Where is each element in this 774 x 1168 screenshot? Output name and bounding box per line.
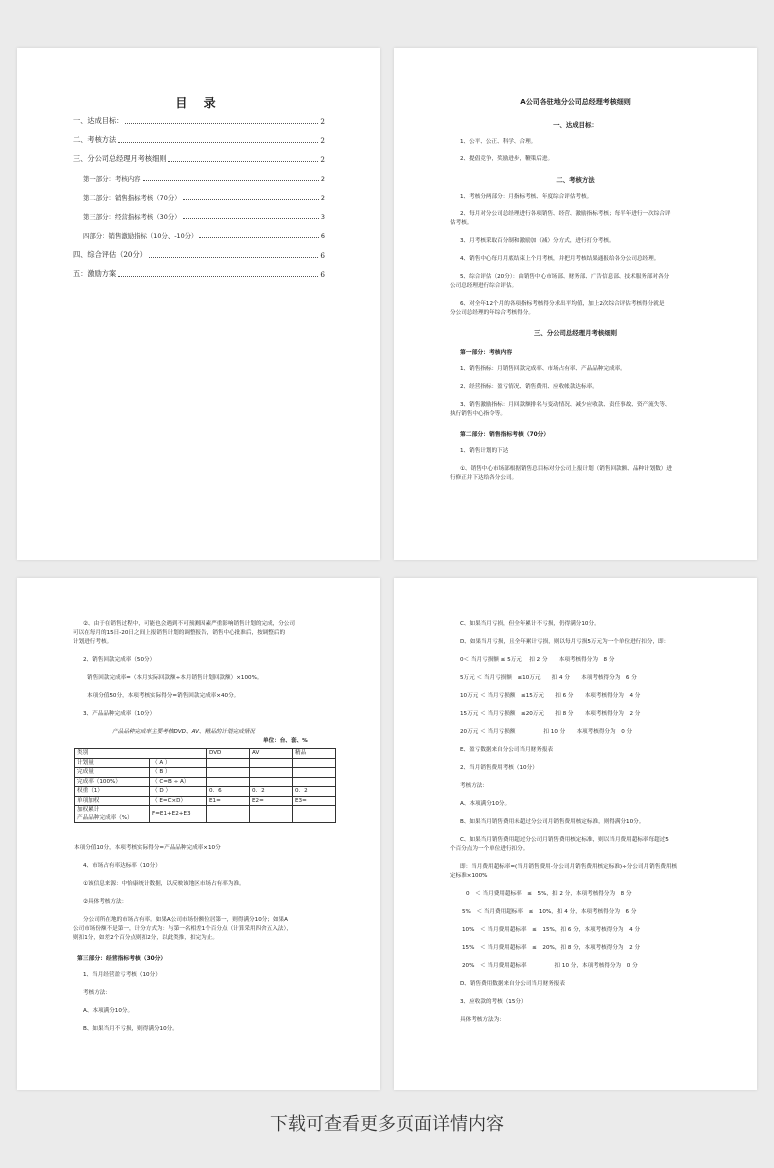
table-cell: （ E=C×D） — [150, 796, 207, 806]
table-cell: E2= — [250, 796, 293, 806]
paragraph: 考核方法： — [83, 990, 111, 996]
toc-leader-dots — [118, 276, 318, 277]
paragraph: 估考核。 — [450, 220, 473, 226]
table-cell: （ D ） — [150, 787, 207, 797]
paragraph: 1、公平、公正、科学、合理。 — [460, 139, 537, 145]
section-heading: 二、考核方法 — [556, 176, 595, 184]
score-row: 5% ＜ 当月费用超标率 ≤ 10%，扣 4 分，本项考核得分为 6 分 — [462, 909, 637, 915]
toc-entry[interactable] — [73, 116, 325, 126]
subsection-heading: 第二部分：销售指标考核（70分） — [460, 432, 550, 438]
toc-entry[interactable] — [83, 174, 325, 183]
formula: 定标准×100% — [450, 873, 488, 879]
table-row — [75, 777, 336, 787]
paragraph: 2、经营指标：盈亏情况、销售费用、应收帐款达标率。 — [460, 384, 598, 390]
download-more-link[interactable]: 下载可查看更多页面详情内容 — [270, 1114, 504, 1135]
section-heading: 一、达成目标： — [553, 121, 598, 129]
table-cell: 加权累计 产品品种完成率（%） — [75, 806, 150, 823]
score-row: 20万元 ＜ 当月亏损额 扣 10 分 本项考核得分为 0 分 — [460, 729, 633, 735]
paragraph: A、本项满分10分。 — [83, 1008, 134, 1014]
paragraph: 行修正并下达给各分公司。 — [450, 475, 518, 481]
table-cell — [250, 806, 293, 823]
paragraph: B、如果当月不亏损，则得满分10分。 — [83, 1026, 178, 1032]
document-page-2 — [394, 48, 757, 560]
subsection-heading: 第三部分：经营指标考核（30分） — [77, 956, 167, 962]
toc-entry[interactable] — [83, 231, 325, 240]
toc-leader-dots — [149, 257, 319, 258]
table-header-cell: DVD — [207, 749, 250, 759]
paragraph: 2、当月销售费用考核（10分） — [460, 765, 538, 771]
table-cell: 权重（1） — [75, 787, 150, 797]
table-cell: （ C=B ÷ A） — [150, 777, 207, 787]
document-page-4 — [394, 578, 757, 1090]
document-page-3 — [17, 578, 380, 1090]
table-unit: 单位：台、套、% — [263, 738, 308, 744]
table-header-cell: 类别 — [75, 749, 207, 759]
toc-entry-label: 一、达成目标： — [73, 116, 124, 125]
table-cell — [207, 758, 250, 768]
paragraph: C、如果当月亏损，但全年累计不亏损，仍得满分10分。 — [460, 621, 600, 627]
paragraph: 个百分点为一个单位进行扣分。 — [450, 846, 529, 852]
toc-entry[interactable] — [83, 193, 325, 202]
table-header-cell: 精品 — [293, 749, 336, 759]
subsection-heading: 第一部分：考核内容 — [460, 350, 513, 356]
paragraph: 3、销售激励指标：月回款额排名与变动情况、减少应收款、责任事故、资产流失等、 — [460, 402, 671, 408]
table-cell: （ B ） — [150, 768, 207, 778]
paragraph: 5、综合评估（20分）：由销售中心市场部、财务部、广告信息部、技术服务部对各分 — [460, 274, 670, 280]
paragraph: 分公司总经理的年综合考核得分。 — [450, 310, 534, 316]
table-cell — [293, 758, 336, 768]
table-cell — [250, 768, 293, 778]
document-title: A公司各驻地分公司总经理考核细则 — [520, 98, 631, 106]
toc-entry-label: 五：激励方案 — [73, 269, 117, 278]
paragraph: 1、销售指标：月销售回款完成率、市场占有率、产品品种完成率。 — [460, 366, 626, 372]
paragraph: B、如果当月销售费用未超过分公司月销售费用核定标准，则得满分10分。 — [460, 819, 645, 825]
toc-leader-dots — [143, 180, 319, 181]
table-cell: 单项加权 — [75, 796, 150, 806]
table-cell — [207, 777, 250, 787]
paragraph: 4、销售中心每月月底结束上个月考核，并把月考核结果通报给各分公司总经理。 — [460, 256, 660, 262]
toc-entry-label: 二、考核方法 — [73, 135, 117, 144]
paragraph: 计划进行考核。 — [73, 639, 113, 645]
paragraph: 具体考核方法为： — [460, 1017, 505, 1023]
toc-entry[interactable] — [83, 212, 325, 221]
toc-entry-page: 2 — [320, 155, 325, 164]
paragraph: 2、销售回款完成率（50分） — [83, 657, 156, 663]
table-cell — [250, 777, 293, 787]
paragraph: ①、销售中心市场部根据销售总目标对分公司上报计划（销售回款额、品种计划数）进 — [460, 466, 672, 472]
paragraph: A、本项满分10分。 — [460, 801, 511, 807]
toc-entry[interactable] — [73, 269, 325, 279]
paragraph: 公司市场份额不是第一，计分方式为：与第一名相差1个百分点（计算采用四舍五入法）， — [73, 926, 292, 932]
toc-leader-dots — [125, 123, 318, 124]
toc-entry[interactable] — [73, 135, 325, 145]
table-caption: 产品品种完成率主要考核DVD、AV、精品的计划完成情况 — [112, 729, 255, 735]
score-row: 5万元 ＜ 当月亏损额 ≤10万元 扣 4 分 本项考核得分为 6 分 — [460, 675, 637, 681]
paragraph: 公司总经理进行综合评估。 — [450, 283, 518, 289]
score-row: 10% ＜ 当月费用超标率 ≤ 15%，扣 6 分，本项考核得分为 4 分 — [462, 927, 641, 933]
table-cell — [250, 758, 293, 768]
paragraph: 2、提倡竞争，奖励进步，鞭策后进。 — [460, 156, 554, 162]
toc-entry-page: 2 — [320, 136, 325, 145]
toc-entry-label: 三、分公司总经理月考核细则 — [73, 154, 167, 163]
score-row: 10万元 ＜ 当月亏损额 ≤15万元 扣 6 分 本项考核得分为 4 分 — [460, 693, 641, 699]
paragraph: ②具体考核方法： — [83, 899, 128, 905]
score-row: 20% ＜ 当月费用超标率 扣 10 分，本项考核得分为 0 分 — [462, 963, 638, 969]
table-cell: E3= — [293, 796, 336, 806]
paragraph: 考核方法： — [460, 783, 488, 789]
paragraph: 6、对全年12个月的各项指标考核得分求出平均值，加上2次综合评估考核得分就是 — [460, 301, 665, 307]
formula: 即：当月费用超标率=(当月销售费用-分公司月销售费用核定标准)÷分公司月销售费用核 — [460, 864, 678, 870]
toc-leader-dots — [183, 218, 319, 219]
paragraph: 分公司所在地的市场占有率。如果A公司市场份额位居第一，则得满分10分；如果A — [83, 917, 288, 923]
paragraph: 则扣1分，如差2个百分点则扣2分，以此类推，扣完为止。 — [73, 935, 218, 941]
table-cell: F=E1+E2+E3 — [150, 806, 207, 823]
paragraph: 1、销售计划的下达 — [460, 448, 509, 454]
toc-entry-page: 2 — [320, 117, 325, 126]
table-header-cell: AV — [250, 749, 293, 759]
table-cell — [293, 768, 336, 778]
toc-page — [17, 48, 380, 560]
paragraph: 执行销售中心指令等。 — [450, 411, 506, 417]
table-cell — [293, 806, 336, 823]
toc-leader-dots — [168, 161, 318, 162]
toc-entry-label: 第二部分：销售指标考核（70分） — [83, 194, 181, 202]
paragraph: D、销售费用数据来自分公司当月财务报表 — [460, 981, 565, 987]
table-cell: 计划量 — [75, 758, 150, 768]
paragraph: 3、月考核采取百分制和激励加（减）分方式，进行打分考核。 — [460, 238, 615, 244]
toc-entry[interactable] — [73, 250, 325, 260]
paragraph: 本项分值50分，本项考核实际得分=销售回款完成率×40分。 — [87, 693, 240, 699]
paragraph: ②、由于在销售过程中，可能也会遇到不可预测因素严重影响销售计划的完成，分公司 — [83, 621, 295, 627]
paragraph: 本项分值10分，本项考核实际得分=产品品种完成率×10分 — [74, 845, 221, 851]
table-cell: 完成量 — [75, 768, 150, 778]
toc-title: 目 录 — [175, 96, 222, 110]
score-row: 0 ＜ 当月费用超标率 ≤ 5%，扣 2 分，本项考核得分为 8 分 — [466, 891, 632, 897]
score-row: 0＜ 当月亏损额 ≤ 5万元 扣 2 分 本项考核得分为 8 分 — [460, 657, 615, 663]
toc-entry[interactable] — [73, 154, 325, 164]
toc-leader-dots — [199, 237, 318, 238]
paragraph: 3、产品品种完成率（10分） — [83, 711, 156, 717]
table-row — [75, 758, 336, 768]
table-cell: E1= — [207, 796, 250, 806]
paragraph: 1、当月经营盈亏考核（10分） — [83, 972, 161, 978]
table-row — [75, 787, 336, 797]
paragraph: D、如果当月亏损，且全年累计亏损，则以每月亏损5万元为一个单位进行扣分，即： — [460, 639, 670, 645]
paragraph: 3、应收款的考核（15分） — [460, 999, 527, 1005]
paragraph: C、如果当月销售费用超过分公司月销售费用核定标准，则以当月费用超标率每超过5 — [460, 837, 669, 843]
score-row: 15万元 ＜ 当月亏损额 ≤20万元 扣 8 分 本项考核得分为 2 分 — [460, 711, 641, 717]
toc-entry-label: 四、综合评估（20分） — [73, 250, 147, 259]
toc-entry-page: 2 — [320, 175, 325, 183]
formula: 销售回款完成率=（本月实际回款额÷本月销售计划回款额）×100%。 — [87, 675, 263, 681]
toc-entry-page: 2 — [320, 194, 325, 202]
toc-entry-page: 3 — [320, 213, 325, 221]
table-cell: 完成率（100%） — [75, 777, 150, 787]
toc-entry-page: 6 — [320, 251, 325, 260]
paragraph: 可以在每月的15日-20日之间上报销售计划的调整报告，销售中心批准后，按调整后的 — [73, 630, 286, 636]
paragraph: 2、每月对分公司总经理进行各项销售、经营、激励指标考核；每半年进行一次综合评 — [460, 211, 671, 217]
table-cell — [293, 777, 336, 787]
table-row — [75, 806, 336, 823]
toc-entry-label: 第一部分：考核内容 — [83, 175, 141, 183]
table-row — [75, 796, 336, 806]
toc-leader-dots — [183, 199, 319, 200]
score-row: 15% ＜ 当月费用超标率 ≤ 20%，扣 8 分，本项考核得分为 2 分 — [462, 945, 641, 951]
toc-leader-dots — [118, 142, 318, 143]
table-cell: 0．2 — [293, 787, 336, 797]
toc-entry-page: 6 — [320, 270, 325, 279]
toc-entry-label: 四部分：销售激励指标（10分、-10分） — [83, 232, 198, 240]
table-cell — [207, 806, 250, 823]
table-header-row — [75, 749, 336, 759]
toc-entry-page: 6 — [320, 232, 325, 240]
paragraph: ①该信息来源：中怡康统计数据，以反映该地区市场占有率为准。 — [83, 881, 245, 887]
paragraph: 1、考核分两部分：月指标考核、年度综合评估考核。 — [460, 194, 593, 200]
paragraph: 4、市场占有率达标率（10分） — [83, 863, 161, 869]
table-cell: （ A ） — [150, 758, 207, 768]
table-cell — [207, 768, 250, 778]
paragraph: E、盈亏数据来自分公司当月财务报表 — [460, 747, 554, 753]
table-row — [75, 768, 336, 778]
section-heading: 三、分公司总经理月考核细则 — [533, 329, 618, 337]
toc-entry-label: 第三部分：经营指标考核（30分） — [83, 213, 181, 221]
product-completion-table — [74, 748, 336, 823]
table-cell: 0．6 — [207, 787, 250, 797]
table-cell: 0．2 — [250, 787, 293, 797]
